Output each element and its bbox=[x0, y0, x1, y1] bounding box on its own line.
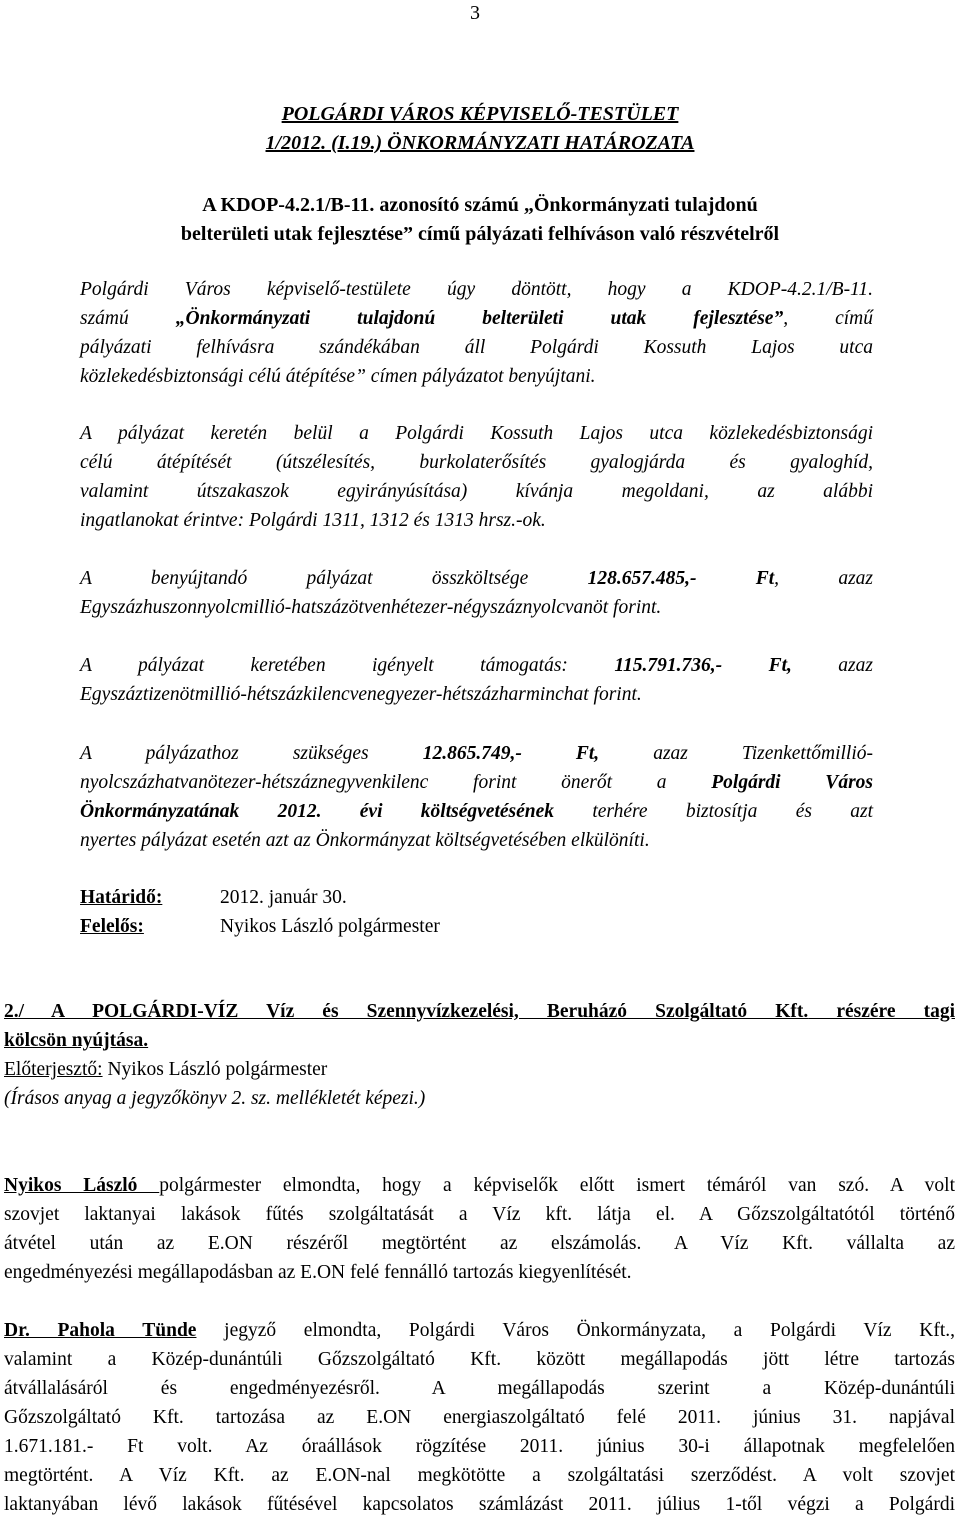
p4-line-1 bbox=[80, 651, 873, 680]
s1-line-1 bbox=[4, 1171, 955, 1200]
resolution-paragraph-5 bbox=[80, 739, 873, 855]
p4-line-1a: A pályázat keretében igényelt támogatás: bbox=[80, 655, 615, 676]
resolution-title bbox=[0, 100, 960, 158]
speaker-1-name: Nyikos László bbox=[4, 1175, 160, 1196]
p1-project-name: „Önkormányzati tulajdonú belterületi utak fejlesztése” bbox=[175, 308, 784, 329]
s2-line-1 bbox=[4, 1316, 955, 1345]
s1-line-2: szovjet laktanyai lakások fűtés szolgáltatását a Víz kft. látja el. A Gőzszolgáltatótól történő bbox=[4, 1204, 955, 1225]
p3-line-2: Egyszázhuszonnyolcmillió-hatszázötvenhétezer-négyszáznyolcvanöt forint. bbox=[80, 597, 662, 618]
page-number: 3 bbox=[470, 2, 480, 24]
p2-line-3: valamint útszakaszok egyirányúsítása) kívánja megoldani, az alábbi bbox=[80, 481, 873, 502]
p1-line-2c: , című bbox=[783, 308, 874, 329]
agenda-item-2-title bbox=[4, 997, 955, 1113]
responsible-value: Nyikos László polgármester bbox=[220, 916, 440, 937]
presenter-label: Előterjesztő: bbox=[4, 1059, 103, 1080]
subject-line-1: A KDOP-4.2.1/B-11. azonosító számú „Önkormányzati tulajdonú bbox=[202, 194, 758, 216]
resolution-paragraph-3 bbox=[80, 564, 873, 622]
p1-line-4: közlekedésbiztonsági célú átépítése” címen pályázatot benyújtani. bbox=[80, 366, 596, 387]
deadline-row bbox=[80, 883, 347, 912]
s1-line-1-text: polgármester elmondta, hogy a képviselők előtt ismert témáról van szó. A volt bbox=[159, 1175, 955, 1196]
p2-line-4: ingatlanokat érintve: Polgárdi 1311, 1312 és 1313 hrsz.-ok. bbox=[80, 510, 546, 531]
p3-line-1a: A benyújtandó pályázat összköltsége bbox=[80, 568, 588, 589]
title-line-1: POLGÁRDI VÁROS KÉPVISELŐ-TESTÜLET bbox=[281, 103, 679, 125]
s2-line-6: megtörtént. A Víz Kft. az E.ON-nal megkötötte a szolgáltatási szerződést. A volt szovjet bbox=[4, 1465, 955, 1486]
p5-line-4: nyertes pályázat esetén azt az Önkormányzat költségvetésében elkülöníti. bbox=[80, 830, 650, 851]
p5-line-3a: Önkormányzatának 2012. évi költségvetésének bbox=[80, 801, 555, 822]
s2-line-2: valamint a Közép-dunántúli Gőzszolgáltató Kft. között megállapodás jött létre tartozás bbox=[4, 1349, 955, 1370]
s2-line-4: Gőzszolgáltató Kft. tartozása az E.ON energiaszolgáltató felé 2011. június 31. napjával bbox=[4, 1407, 955, 1428]
s2-line-3: átvállalásáról és engedményezésről. A megállapodás szerint a Közép-dunántúli bbox=[4, 1378, 955, 1399]
speaker-1-paragraph bbox=[4, 1171, 955, 1287]
p5-line-2 bbox=[80, 768, 873, 797]
p5-line-1a: A pályázathoz szükséges bbox=[80, 743, 423, 764]
resolution-paragraph-2 bbox=[80, 419, 873, 535]
deadline-label: Határidő: bbox=[80, 887, 163, 908]
item2-title-1b: részére tagi bbox=[808, 1001, 955, 1022]
s1-line-3: átvétel után az E.ON részéről megtörtént az elszámolás. A Víz Kft. vállalta az bbox=[4, 1233, 955, 1254]
p2-line-2: célú átépítését (útszélesítés, burkolaterősítés gyalogjárda és gyaloghíd, bbox=[80, 452, 873, 473]
resolution-paragraph-4 bbox=[80, 651, 873, 709]
p5-line-2b: Polgárdi Város bbox=[711, 772, 873, 793]
speaker-2-name: Dr. Pahola Tünde bbox=[4, 1320, 197, 1341]
resolution-paragraph-1 bbox=[80, 275, 873, 391]
p2-line-1: A pályázat keretén belül a Polgárdi Kossuth Lajos utca közlekedésbiztonsági bbox=[80, 423, 873, 444]
title-line-2: 1/2012. (I.19.) ÖNKORMÁNYZATI HATÁROZATA bbox=[265, 132, 695, 154]
resolution-subject bbox=[0, 191, 960, 249]
s2-line-7: laktanyában lévő lakások fűtésével kapcsolatos számlázást 2011. július 1-től végzi a Polgárdi bbox=[4, 1494, 955, 1515]
presenter-value: Nyikos László polgármester bbox=[102, 1059, 328, 1080]
subject-line-2: belterületi utak fejlesztése” című pályázati felhíváson való részvételről bbox=[180, 223, 780, 245]
requested-support: 115.791.736,- Ft, bbox=[614, 655, 792, 676]
item2-title-1a: 2./ A POLGÁRDI-VÍZ Víz és Szennyvízkezelési, Beruházó Szolgáltató Kft. bbox=[4, 1001, 809, 1022]
p4-line-1c: azaz bbox=[791, 655, 873, 676]
speaker-2-paragraph bbox=[4, 1316, 955, 1519]
p1-line-3: pályázati felhívásra szándékában áll Polgárdi Kossuth Lajos utca bbox=[80, 337, 873, 358]
item2-title-line-1 bbox=[4, 997, 955, 1026]
p1-line-2 bbox=[80, 304, 873, 333]
s2-line-5: 1.671.181.- Ft volt. Az óraállások rögzítése 2011. június 30-i állapotnak megfelelően bbox=[4, 1436, 955, 1457]
own-contribution: 12.865.749,- Ft, bbox=[422, 743, 600, 764]
deadline-value: 2012. január 30. bbox=[220, 887, 347, 908]
p4-line-2: Egyszáztizenötmillió-hétszázkilencvenegyezer-hétszázharminchat forint. bbox=[80, 684, 642, 705]
responsible-label: Felelős: bbox=[80, 916, 144, 937]
responsible-row bbox=[80, 912, 440, 941]
total-cost: 128.657.485,- Ft bbox=[587, 568, 775, 589]
p3-line-1c: , azaz bbox=[774, 568, 873, 589]
attachment-note: (Írásos anyag a jegyzőkönyv 2. sz. mellékletét képezi.) bbox=[4, 1088, 426, 1109]
p3-line-1 bbox=[80, 564, 873, 593]
p5-line-2a: nyolcszázhatvanötezer-hétszáznegyvenkilenc forint önerőt a bbox=[80, 772, 712, 793]
s1-line-4: engedményezési megállapodásban az E.ON felé fennálló tartozás kiegyenlítését. bbox=[4, 1262, 632, 1283]
s2-line-1-text: jegyző elmondta, Polgárdi Város Önkormányzata, a Polgárdi Víz Kft., bbox=[196, 1320, 956, 1341]
p5-line-3b: terhére biztosítja és azt bbox=[554, 801, 874, 822]
p5-line-3 bbox=[80, 797, 873, 826]
p1-line-2a: számú bbox=[80, 308, 176, 329]
item2-title-line-2: kölcsön nyújtása. bbox=[4, 1030, 149, 1051]
p5-line-1c: azaz Tizenkettőmillió- bbox=[599, 743, 873, 764]
p1-line-1: Polgárdi Város képviselő-testülete úgy döntött, hogy a KDOP-4.2.1/B-11. bbox=[80, 279, 873, 300]
p5-line-1 bbox=[80, 739, 873, 768]
presenter-row bbox=[4, 1055, 955, 1084]
